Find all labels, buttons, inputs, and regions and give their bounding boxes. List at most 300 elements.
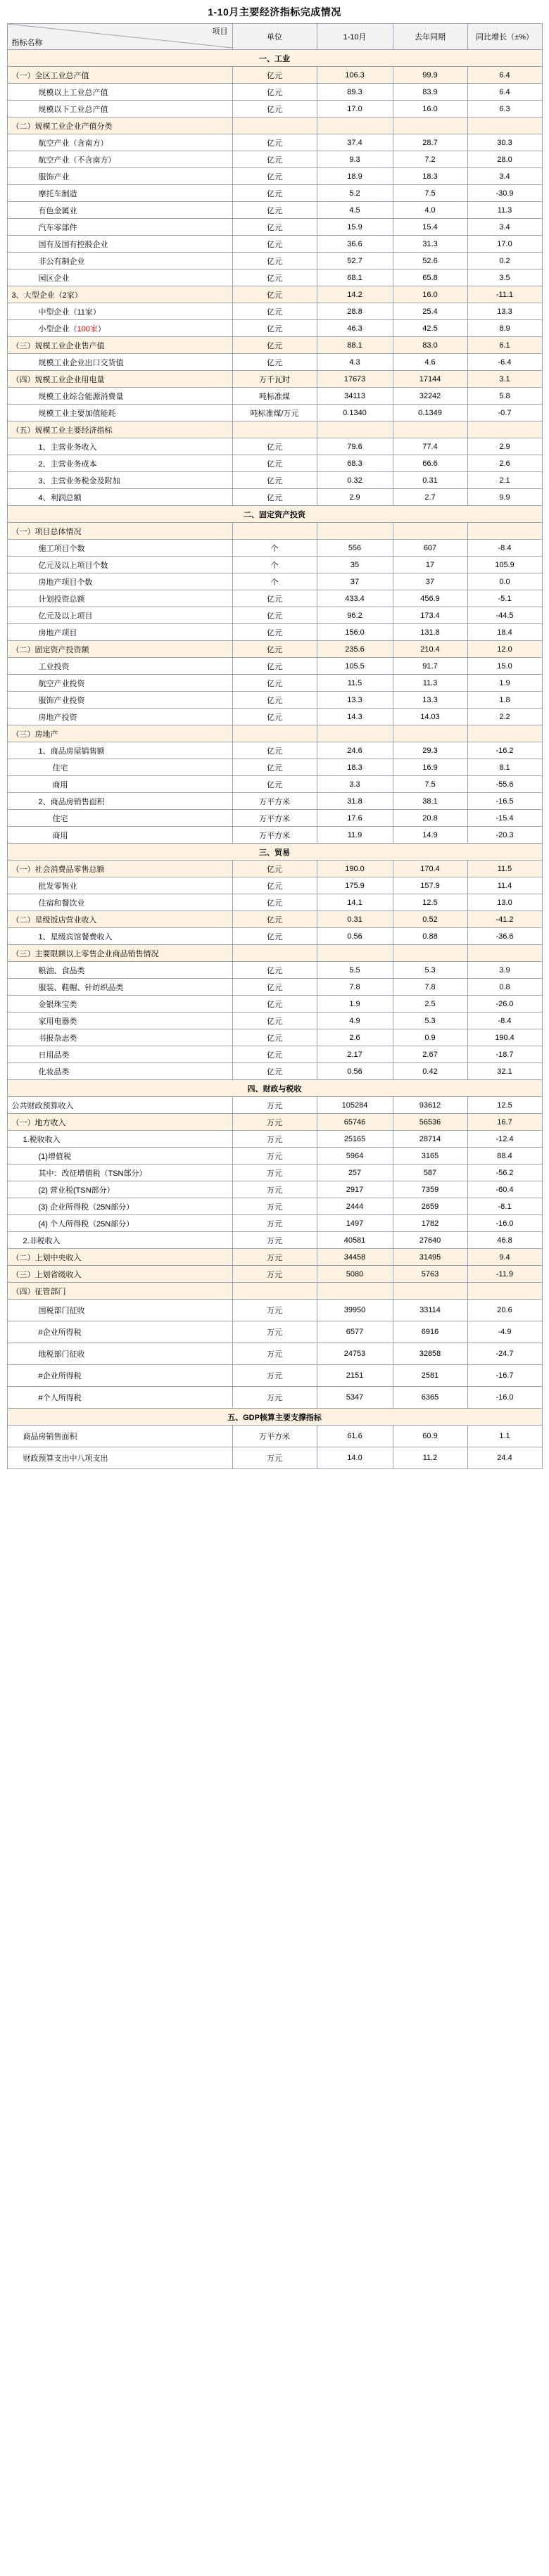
table-row	[7, 1046, 542, 1063]
indicator-unit: 亿元	[232, 438, 317, 455]
table-row	[7, 1232, 542, 1249]
growth-value: 6.4	[467, 84, 542, 101]
indicator-name: 日用品类	[7, 1046, 232, 1063]
previous-value: 7.5	[393, 185, 467, 202]
table-row	[7, 1300, 542, 1321]
indicator-unit: 亿元	[232, 354, 317, 371]
table-row	[7, 354, 542, 371]
indicator-name: 规模工业主要加值能耗	[7, 405, 232, 421]
indicator-name: (1)增值税	[7, 1148, 232, 1165]
current-value: 39950	[317, 1300, 393, 1321]
previous-value: 7.8	[393, 979, 467, 996]
indicator-name: 住宅	[7, 759, 232, 776]
indicator-name: （四）规模工业企业用电量	[7, 371, 232, 388]
previous-value: 32858	[393, 1343, 467, 1365]
table-subsection-row	[7, 286, 542, 303]
previous-value: 83.9	[393, 84, 467, 101]
indicator-name: 规模以下工业总产值	[7, 101, 232, 118]
table-row	[7, 1215, 542, 1232]
table-row	[7, 557, 542, 573]
indicator-name: （三）上划省级收入	[7, 1266, 232, 1283]
growth-value	[467, 118, 542, 134]
indicator-name: 1、商品房屋销售额	[7, 742, 232, 759]
indicator-name: 国有及国有控股企业	[7, 236, 232, 253]
growth-value: 11.5	[467, 861, 542, 877]
table-row	[7, 928, 542, 945]
growth-value: -16.7	[467, 1365, 542, 1387]
indicator-unit: 亿元	[232, 84, 317, 101]
previous-value: 5.3	[393, 962, 467, 979]
indicator-name: 4、利润总额	[7, 489, 232, 506]
growth-value: 32.1	[467, 1063, 542, 1080]
current-value	[317, 523, 393, 540]
growth-value: 3.4	[467, 168, 542, 185]
growth-value: -16.0	[467, 1387, 542, 1409]
current-value: 28.8	[317, 303, 393, 320]
growth-value: 20.6	[467, 1300, 542, 1321]
table-subsection-row	[7, 945, 542, 962]
growth-value: 3.9	[467, 962, 542, 979]
indicator-unit: 万元	[232, 1232, 317, 1249]
indicator-name: 2、主营业务成本	[7, 455, 232, 472]
indicator-unit: 万平方米	[232, 1426, 317, 1447]
current-value: 24753	[317, 1343, 393, 1365]
previous-value: 157.9	[393, 877, 467, 894]
indicator-unit: 亿元	[232, 911, 317, 928]
table-row	[7, 590, 542, 607]
indicator-name: （一）社会消费品零售总额	[7, 861, 232, 877]
previous-value: 0.88	[393, 928, 467, 945]
table-row	[7, 269, 542, 286]
previous-value: 2.5	[393, 996, 467, 1013]
current-value: 68.3	[317, 455, 393, 472]
indicator-unit: 亿元	[232, 185, 317, 202]
previous-value: 3165	[393, 1148, 467, 1165]
indicator-name: （二）固定资产投资额	[7, 641, 232, 658]
indicator-unit: 万元	[232, 1321, 317, 1343]
table-subsection-row	[7, 337, 542, 354]
previous-value: 14.9	[393, 827, 467, 844]
indicator-name: （三）房地产	[7, 725, 232, 742]
current-value	[317, 1283, 393, 1300]
indicator-unit: 亿元	[232, 320, 317, 337]
indicator-name: 粮油、食品类	[7, 962, 232, 979]
growth-value: -8.1	[467, 1198, 542, 1215]
indicator-name: （二）规模工业企业产值分类	[7, 118, 232, 134]
indicator-name: (2) 营业税(TSN部分）	[7, 1181, 232, 1198]
previous-value: 6916	[393, 1321, 467, 1343]
table-section-row	[7, 50, 542, 67]
table-row	[7, 438, 542, 455]
previous-value: 56536	[393, 1114, 467, 1131]
current-value	[317, 725, 393, 742]
table-row	[7, 1387, 542, 1409]
growth-value: 12.0	[467, 641, 542, 658]
current-value: 68.1	[317, 269, 393, 286]
indicator-unit: 亿元	[232, 151, 317, 168]
current-value: 34458	[317, 1249, 393, 1266]
current-value: 6577	[317, 1321, 393, 1343]
indicator-unit: 万元	[232, 1365, 317, 1387]
section-title: 二、固定资产投资	[7, 506, 542, 523]
current-value: 18.9	[317, 168, 393, 185]
indicator-unit	[232, 725, 317, 742]
table-section-row	[7, 1409, 542, 1426]
indicator-name: （一）全区工业总产值	[7, 67, 232, 84]
previous-value: 587	[393, 1165, 467, 1181]
previous-value: 65.8	[393, 269, 467, 286]
current-value: 4.9	[317, 1013, 393, 1029]
growth-value: 3.4	[467, 219, 542, 236]
growth-value: 30.3	[467, 134, 542, 151]
growth-value: -60.4	[467, 1181, 542, 1198]
indicator-name: 服饰产业投资	[7, 692, 232, 709]
current-value: 105.5	[317, 658, 393, 675]
header-indicator-label: 指标名称	[11, 39, 43, 47]
table-row	[7, 1426, 542, 1447]
previous-value: 4.0	[393, 202, 467, 219]
table-row	[7, 455, 542, 472]
table-subsection-row	[7, 1266, 542, 1283]
indicator-name: 房地产项目个数	[7, 573, 232, 590]
previous-value: 0.1349	[393, 405, 467, 421]
growth-value: -18.7	[467, 1046, 542, 1063]
growth-value: 17.0	[467, 236, 542, 253]
growth-value: -16.5	[467, 793, 542, 810]
previous-value: 31495	[393, 1249, 467, 1266]
previous-value: 1782	[393, 1215, 467, 1232]
indicator-unit: 个	[232, 557, 317, 573]
indicator-unit: 个	[232, 540, 317, 557]
growth-value: 16.7	[467, 1114, 542, 1131]
indicator-name: 航空产业投资	[7, 675, 232, 692]
previous-value: 11.2	[393, 1447, 467, 1469]
current-value: 5.2	[317, 185, 393, 202]
table-subsection-row	[7, 911, 542, 928]
current-value: 17.6	[317, 810, 393, 827]
current-value: 61.6	[317, 1426, 393, 1447]
current-value: 13.3	[317, 692, 393, 709]
indicator-name: 中型企业（11家）	[7, 303, 232, 320]
indicator-unit: 亿元	[232, 776, 317, 793]
indicator-name: （三）主要限额以上零售企业商品销售情况	[7, 945, 232, 962]
growth-value: 6.1	[467, 337, 542, 354]
indicator-name: 财政预算支出中八项支出	[7, 1447, 232, 1469]
growth-value: -11.9	[467, 1266, 542, 1283]
table-subsection-row	[7, 421, 542, 438]
growth-value: -26.0	[467, 996, 542, 1013]
current-value: 5080	[317, 1266, 393, 1283]
previous-value: 16.9	[393, 759, 467, 776]
table-row	[7, 827, 542, 844]
table-row	[7, 185, 542, 202]
section-title: 一、工业	[7, 50, 542, 67]
previous-value	[393, 725, 467, 742]
growth-value	[467, 1283, 542, 1300]
current-value: 235.6	[317, 641, 393, 658]
previous-value: 16.0	[393, 101, 467, 118]
indicator-name: 3、主营业务税金及附加	[7, 472, 232, 489]
growth-value	[467, 421, 542, 438]
table-row	[7, 1181, 542, 1198]
current-value: 96.2	[317, 607, 393, 624]
indicator-name: 商品房销售面积	[7, 1426, 232, 1447]
table-row	[7, 388, 542, 405]
previous-value: 4.6	[393, 354, 467, 371]
table-row	[7, 675, 542, 692]
current-value: 89.3	[317, 84, 393, 101]
header-previous-period: 去年同期	[393, 24, 467, 50]
previous-value: 0.31	[393, 472, 467, 489]
previous-value: 14.03	[393, 709, 467, 725]
table-row	[7, 1131, 542, 1148]
previous-value	[393, 945, 467, 962]
indicator-unit: 万元	[232, 1300, 317, 1321]
table-row	[7, 962, 542, 979]
section-title: 五、GDP核算主要支撑指标	[7, 1409, 542, 1426]
growth-value: -20.3	[467, 827, 542, 844]
table-row	[7, 979, 542, 996]
indicator-unit: 万元	[232, 1165, 317, 1181]
indicator-name: 2、商品房销售面积	[7, 793, 232, 810]
growth-value: 6.3	[467, 101, 542, 118]
table-row	[7, 996, 542, 1013]
table-subsection-row	[7, 1114, 542, 1131]
indicator-unit	[232, 523, 317, 540]
previous-value: 91.7	[393, 658, 467, 675]
indicator-name: 1、星级宾馆餐费收入	[7, 928, 232, 945]
growth-value: -16.2	[467, 742, 542, 759]
growth-value: 8.1	[467, 759, 542, 776]
indicator-name: 亿元及以上项目个数	[7, 557, 232, 573]
indicator-unit	[232, 421, 317, 438]
indicator-unit: 亿元	[232, 759, 317, 776]
current-value: 17673	[317, 371, 393, 388]
growth-value: -0.7	[467, 405, 542, 421]
indicator-name: 工业投资	[7, 658, 232, 675]
table-subsection-row	[7, 641, 542, 658]
indicator-unit: 万千瓦时	[232, 371, 317, 388]
current-value: 175.9	[317, 877, 393, 894]
current-value	[317, 118, 393, 134]
growth-value: 2.1	[467, 472, 542, 489]
table-section-row	[7, 844, 542, 861]
growth-value: 9.4	[467, 1249, 542, 1266]
growth-value: 105.9	[467, 557, 542, 573]
page-title: 1-10月主要经济指标完成情况	[208, 6, 341, 18]
indicator-unit: 万平方米	[232, 827, 317, 844]
growth-value: -4.9	[467, 1321, 542, 1343]
current-value	[317, 945, 393, 962]
table-row	[7, 709, 542, 725]
indicator-unit: 亿元	[232, 236, 317, 253]
indicator-unit: 亿元	[232, 269, 317, 286]
previous-value: 0.9	[393, 1029, 467, 1046]
growth-value: 190.4	[467, 1029, 542, 1046]
table-row	[7, 236, 542, 253]
indicator-name: 房地产投资	[7, 709, 232, 725]
indicator-name: 国税部门征收	[7, 1300, 232, 1321]
table-row	[7, 1165, 542, 1181]
indicator-unit: 亿元	[232, 658, 317, 675]
indicator-name: 1.税收收入	[7, 1131, 232, 1148]
table-row	[7, 692, 542, 709]
indicator-name: 家用电器类	[7, 1013, 232, 1029]
previous-value: 2.67	[393, 1046, 467, 1063]
growth-value: -41.2	[467, 911, 542, 928]
table-row	[7, 1063, 542, 1080]
growth-value: 11.3	[467, 202, 542, 219]
current-value: 556	[317, 540, 393, 557]
indicator-unit: 亿元	[232, 742, 317, 759]
table-row	[7, 540, 542, 557]
previous-value: 131.8	[393, 624, 467, 641]
table-row	[7, 1365, 542, 1387]
current-value: 0.56	[317, 1063, 393, 1080]
table-subsection-row	[7, 118, 542, 134]
indicator-unit: 万元	[232, 1266, 317, 1283]
table-row	[7, 472, 542, 489]
table-row	[7, 219, 542, 236]
previous-value: 31.3	[393, 236, 467, 253]
growth-value: -56.2	[467, 1165, 542, 1181]
growth-value: 11.4	[467, 877, 542, 894]
current-value: 46.3	[317, 320, 393, 337]
indicator-name: 摩托车制造	[7, 185, 232, 202]
indicator-name: 服装、鞋帽、针纺织品类	[7, 979, 232, 996]
current-value: 4.3	[317, 354, 393, 371]
indicator-unit: 吨标准煤/万元	[232, 405, 317, 421]
current-value: 25165	[317, 1131, 393, 1148]
current-value: 14.1	[317, 894, 393, 911]
indicator-unit: 万元	[232, 1198, 317, 1215]
previous-value: 99.9	[393, 67, 467, 84]
previous-value: 17	[393, 557, 467, 573]
indicator-unit: 亿元	[232, 996, 317, 1013]
indicator-name: #企业所得税	[7, 1321, 232, 1343]
table-subsection-row	[7, 1249, 542, 1266]
indicator-name: （一）项目总体情况	[7, 523, 232, 540]
indicator-unit: 亿元	[232, 641, 317, 658]
table-row	[7, 624, 542, 641]
growth-value: 24.4	[467, 1447, 542, 1469]
growth-value	[467, 945, 542, 962]
previous-value: 37	[393, 573, 467, 590]
indicator-unit: 亿元	[232, 1013, 317, 1029]
current-value: 40581	[317, 1232, 393, 1249]
table-subsection-row	[7, 1283, 542, 1300]
indicator-unit: 万元	[232, 1114, 317, 1131]
current-value: 52.7	[317, 253, 393, 269]
table-row	[7, 894, 542, 911]
growth-value: -11.1	[467, 286, 542, 303]
indicator-name: 金银珠宝类	[7, 996, 232, 1013]
previous-value: 7.2	[393, 151, 467, 168]
table-row	[7, 489, 542, 506]
current-value: 14.3	[317, 709, 393, 725]
indicator-unit: 亿元	[232, 101, 317, 118]
previous-value: 17144	[393, 371, 467, 388]
table-row	[7, 84, 542, 101]
growth-value: 6.4	[467, 67, 542, 84]
indicator-unit: 亿元	[232, 709, 317, 725]
indicator-name: 书报杂志类	[7, 1029, 232, 1046]
indicator-name: （一）地方收入	[7, 1114, 232, 1131]
table-subsection-row	[7, 523, 542, 540]
previous-value: 18.3	[393, 168, 467, 185]
indicator-name: 房地产项目	[7, 624, 232, 641]
table-row	[7, 1198, 542, 1215]
indicator-unit	[232, 1283, 317, 1300]
indicator-name: 亿元及以上项目	[7, 607, 232, 624]
table-row	[7, 101, 542, 118]
current-value: 0.32	[317, 472, 393, 489]
growth-value: -30.9	[467, 185, 542, 202]
growth-value: 1.1	[467, 1426, 542, 1447]
table-subsection-row	[7, 371, 542, 388]
previous-value: 456.9	[393, 590, 467, 607]
growth-value: -15.4	[467, 810, 542, 827]
indicator-unit: 万元	[232, 1387, 317, 1409]
indicator-name: （四）征管部门	[7, 1283, 232, 1300]
table-row	[7, 1013, 542, 1029]
previous-value: 83.0	[393, 337, 467, 354]
indicator-unit: 万元	[232, 1181, 317, 1198]
previous-value: 33114	[393, 1300, 467, 1321]
growth-value: -5.1	[467, 590, 542, 607]
indicator-unit: 亿元	[232, 1063, 317, 1080]
growth-value: -55.6	[467, 776, 542, 793]
current-value: 3.3	[317, 776, 393, 793]
current-value: 15.9	[317, 219, 393, 236]
indicator-name: 汽车零部件	[7, 219, 232, 236]
table-row	[7, 742, 542, 759]
indicator-unit: 亿元	[232, 168, 317, 185]
current-value: 433.4	[317, 590, 393, 607]
previous-value: 11.3	[393, 675, 467, 692]
growth-value: 3.1	[467, 371, 542, 388]
previous-value: 27640	[393, 1232, 467, 1249]
table-row	[7, 759, 542, 776]
previous-value: 12.5	[393, 894, 467, 911]
indicator-unit: 亿元	[232, 607, 317, 624]
indicator-name: 其中：改征增值税（TSN部分）	[7, 1165, 232, 1181]
previous-value: 42.5	[393, 320, 467, 337]
growth-value: 13.3	[467, 303, 542, 320]
indicator-name: 批发零售业	[7, 877, 232, 894]
growth-value: 12.5	[467, 1097, 542, 1114]
growth-value: 15.0	[467, 658, 542, 675]
current-value: 14.0	[317, 1447, 393, 1469]
indicator-unit: 亿元	[232, 962, 317, 979]
table-section-row	[7, 506, 542, 523]
indicator-name: 规模工业企业出口交货值	[7, 354, 232, 371]
previous-value: 5763	[393, 1266, 467, 1283]
table-row	[7, 658, 542, 675]
previous-value: 7.5	[393, 776, 467, 793]
table-row	[7, 573, 542, 590]
table-subsection-row	[7, 67, 542, 84]
indicator-unit: 亿元	[232, 134, 317, 151]
indicator-name: 商用	[7, 827, 232, 844]
current-value: 17.0	[317, 101, 393, 118]
previous-value: 77.4	[393, 438, 467, 455]
previous-value: 28.7	[393, 134, 467, 151]
header-unit: 单位	[232, 24, 317, 50]
table-row	[7, 1097, 542, 1114]
growth-value: 2.9	[467, 438, 542, 455]
growth-value: 13.0	[467, 894, 542, 911]
